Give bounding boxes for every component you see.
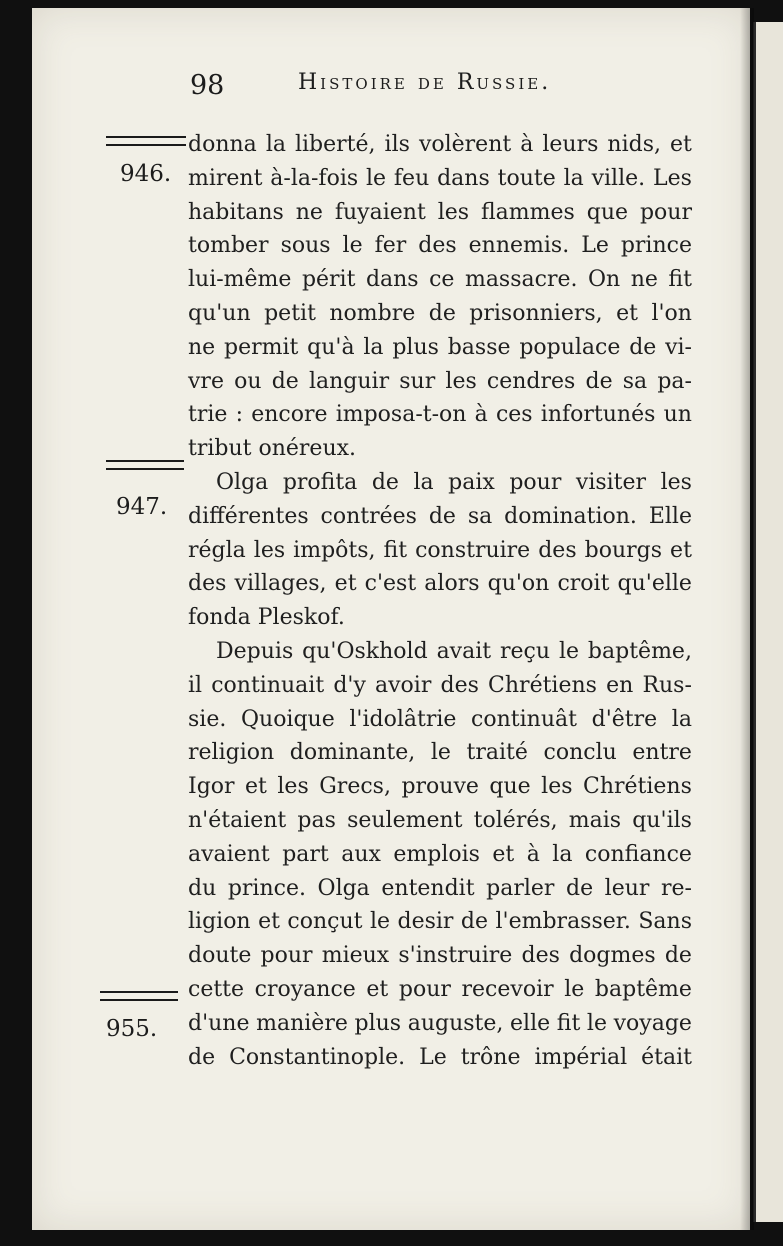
- margin-rule: [106, 460, 184, 470]
- text-line: lui-même périt dans ce massacre. On ne fit: [188, 267, 692, 293]
- text-line: donna la liberté, ils volèrent à leurs nids, et: [188, 132, 692, 157]
- text-line: ne permit qu'à la plus basse populace de vi-: [188, 334, 692, 360]
- text-line: doute pour mieux s'instruire des dogmes de: [188, 943, 692, 969]
- text-line: qu'un petit nombre de prisonniers, et l'on: [188, 300, 692, 326]
- margin-rule: [106, 136, 186, 146]
- text-line: différentes contrées de sa domination. Elle: [188, 503, 692, 529]
- margin-rule: [100, 991, 178, 1001]
- text-line: Depuis qu'Oskhold avait reçu le baptême,: [216, 638, 692, 664]
- text-line: mirent à-la-fois le feu dans toute la ville. Les: [188, 165, 692, 191]
- margin-year: 947.: [116, 494, 168, 520]
- text-line: tribut onéreux.: [188, 436, 357, 462]
- margin-year: 946.: [120, 161, 172, 187]
- text-line: fonda Pleskof.: [188, 605, 345, 631]
- text-line: il continuait d'y avoir des Chrétiens en Rus-: [188, 672, 692, 698]
- text-line: sie. Quoique l'idolâtrie continuât d'être la: [188, 706, 692, 732]
- text-line: ligion et conçut le desir de l'embrasser. Sans: [188, 909, 692, 935]
- body-text: [188, 128, 692, 1074]
- text-line: régla les impôts, fit construire des bourgs et: [188, 537, 692, 563]
- text-line: tomber sous le fer des ennemis. Le prince: [188, 233, 692, 259]
- text-line: avaient part aux emplois et à la confiance: [188, 841, 692, 867]
- text-line: d'une manière plus auguste, elle fit le voyage: [188, 1010, 692, 1036]
- running-title: Histoire de Russie.: [298, 70, 552, 95]
- text-line: cette croyance et pour recevoir le baptême: [188, 976, 692, 1002]
- text-line: de Constantinople. Le trône impérial était: [188, 1044, 692, 1070]
- text-line: des villages, et c'est alors qu'on croit qu'elle: [188, 571, 692, 597]
- facing-page-edge: [753, 22, 783, 1222]
- text-line: trie : encore imposa-t-on à ces infortunés un: [188, 402, 692, 428]
- page-gutter-shadow: [740, 8, 754, 1230]
- text-line: Igor et les Grecs, prouve que les Chrétiens: [188, 774, 692, 800]
- text-line: habitans ne fuyaient les flammes que pour: [188, 199, 692, 225]
- text-line: vre ou de languir sur les cendres de sa pa-: [188, 368, 692, 394]
- margin-year: 955.: [106, 1016, 158, 1042]
- text-line: religion dominante, le traité conclu entre: [188, 740, 692, 766]
- text-line: Olga profita de la paix pour visiter les: [216, 469, 692, 495]
- text-line: n'étaient pas seulement tolérés, mais qu'ils: [188, 807, 692, 833]
- text-line: du prince. Olga entendit parler de leur re-: [188, 875, 692, 901]
- page-number: 98: [190, 70, 225, 101]
